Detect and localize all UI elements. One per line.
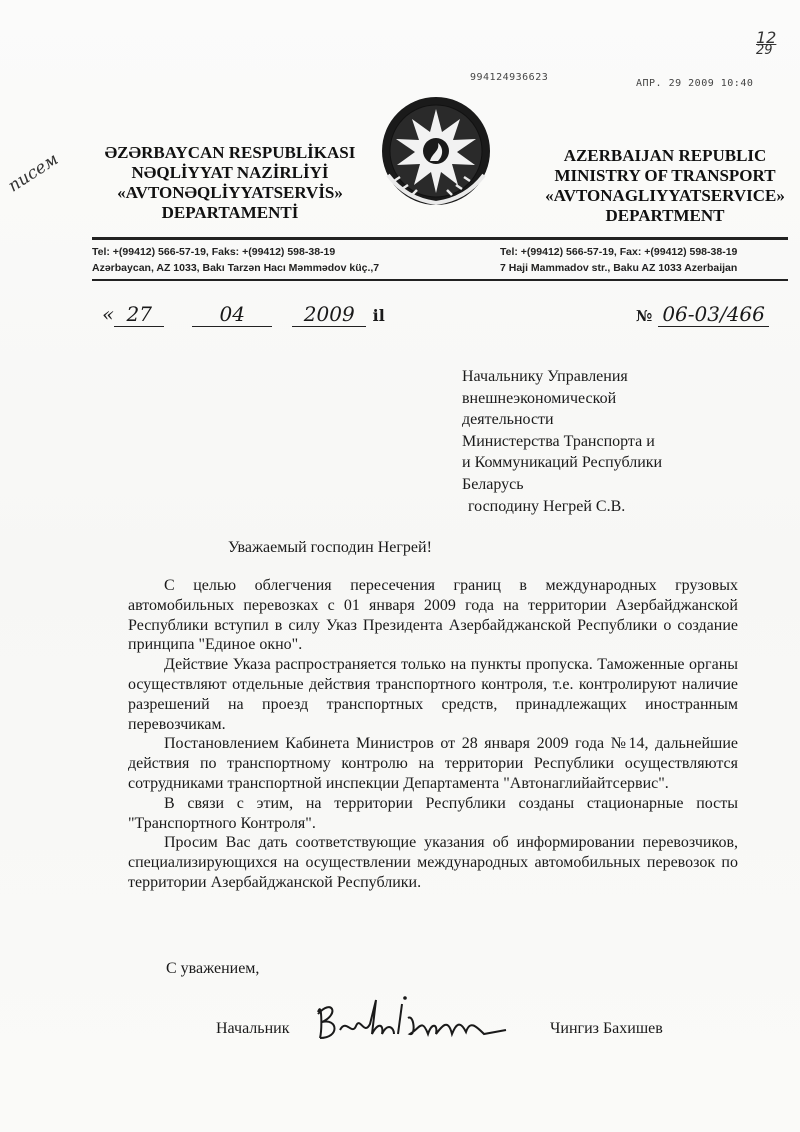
contact-line: 7 Haji Mammadov str., Baku AZ 1033 Azerbaijan — [500, 262, 738, 274]
addressee-line: внешнеэкономической — [462, 389, 617, 407]
corner-mark-bottom: 29 — [756, 43, 773, 58]
letterhead-english — [530, 146, 800, 226]
letterhead-right-line: MINISTRY OF TRANSPORT — [554, 166, 776, 185]
letterhead-right-line: DEPARTMENT — [605, 206, 725, 225]
addressee-line: Министерства Транспорта и — [462, 432, 655, 450]
body-paragraph: С целью облегчения пересечения границ в международных грузовых автомобильных перевозках с 01 января 2009 года на территории Азербайджанской Республики вступил в силу Указ Президента Азербайджанской Республики о создание принципа "Единое окно". — [128, 577, 738, 654]
corner-mark-top: 12 — [756, 28, 777, 47]
contact-line: Tel: +(99412) 566-57-19, Faks: +(99412) 598-38-19 — [92, 246, 336, 258]
letterhead-left-line: DEPARTAMENTİ — [161, 203, 299, 222]
contact-block-azerbaijani — [92, 244, 379, 276]
addressee-line: Беларусь — [462, 475, 524, 493]
handwritten-margin-note: писем — [4, 149, 63, 197]
header-divider-bottom — [92, 279, 788, 281]
body-paragraph: Действие Указа распространяется только на пункты пропуска. Таможенные органы осуществляют отдельные действия транспортного контроля, т.е. контролируют наличие разрешений на проезд транспортных средств, принадлежащих иностранным перевозчикам. — [128, 656, 738, 733]
handwritten-corner-mark — [756, 28, 776, 58]
date-open-quote: « — [102, 302, 115, 326]
letterhead-azerbaijani — [80, 143, 380, 223]
addressee-line: Начальнику Управления — [462, 368, 628, 385]
body-paragraph: Просим Вас дать соответствующие указания об информировании перевозчиков, специализирующихся на осуществлении международных автомобильных перевозок по территории Азербайджанской Республики. — [128, 834, 738, 891]
fax-datetime: АПР. 29 2009 10:40 — [636, 78, 754, 89]
letterhead-right-line: «AVTONAGLIYYATSERVICE» — [545, 186, 785, 205]
header-divider-top — [92, 237, 788, 240]
date-day: 27 — [114, 302, 164, 327]
contact-line: Azərbaycan, AZ 1033, Bakı Tarzən Hacı Məmmədov küç.,7 — [92, 262, 380, 274]
state-emblem-icon — [380, 95, 492, 207]
date-suffix: il — [372, 306, 385, 325]
reference-prefix: № — [636, 307, 653, 325]
handwritten-signature — [310, 978, 510, 1058]
signatory-title: Начальник — [216, 1020, 290, 1037]
contact-line: Tel: +(99412) 566-57-19, Fax: +(99412) 598-38-19 — [500, 246, 738, 258]
letter-body — [128, 576, 738, 893]
addressee-block — [462, 366, 662, 517]
letter-date — [102, 302, 385, 327]
letterhead-right-line: AZERBAIJAN REPUBLIC — [563, 146, 767, 165]
body-paragraph: Постановлением Кабинета Министров от 28 января 2009 года №14, дальнейшие действия по транспортному контролю на территории Республики осуществляются сотрудниками транспортной инспекции Департамента "Автонаглийайтсервис". — [128, 735, 738, 792]
contact-block-english — [500, 244, 737, 276]
fax-number: 994124936623 — [470, 72, 549, 83]
closing: С уважением, — [166, 960, 260, 977]
reference-value: 06-03/466 — [658, 302, 769, 327]
letterhead-left-line: «AVTONƏQLİYYATSERVİS» — [117, 183, 343, 202]
body-paragraph: В связи с этим, на территории Республики созданы стационарные посты "Транспортного Контроля". — [128, 794, 738, 832]
addressee-line: деятельности — [462, 411, 554, 429]
salutation: Уважаемый господин Негрей! — [228, 539, 432, 556]
date-month: 04 — [192, 302, 272, 327]
addressee-line: и Коммуникаций Республики — [462, 454, 663, 472]
signatory-name: Чингиз Бахишев — [550, 1020, 663, 1037]
reference-number — [636, 302, 769, 326]
addressee-line: господину Негрей С.В. — [468, 497, 626, 515]
date-year: 2009 — [292, 302, 366, 327]
letterhead-left-line: ƏZƏRBAYCAN RESPUBLİKASI — [104, 143, 356, 162]
letterhead-left-line: NƏQLİYYAT NAZİRLİYİ — [131, 163, 329, 182]
